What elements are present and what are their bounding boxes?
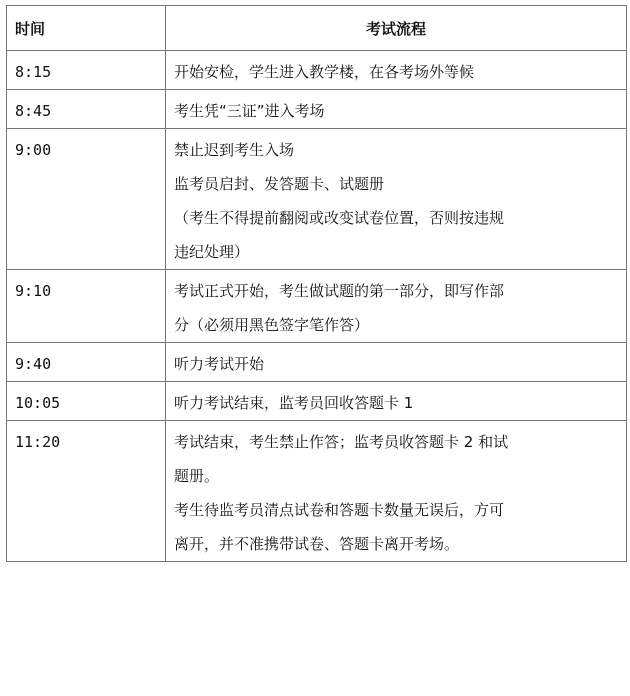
table-body — [7, 51, 627, 562]
description-line: 离开，并不准携带试卷、答题卡离开考场。 — [174, 535, 460, 553]
table-row — [7, 343, 627, 382]
row-description — [166, 129, 627, 270]
description-line: 听力考试开始 — [174, 355, 265, 373]
row-time: 8:15 — [7, 51, 166, 90]
description-line: 考试结束，考生禁止作答；监考员收答题卡 2 和试 — [174, 433, 509, 451]
table-row — [7, 421, 627, 562]
row-time: 9:40 — [7, 343, 166, 382]
row-description — [166, 421, 627, 562]
table-row — [7, 90, 627, 129]
row-time: 11:20 — [7, 421, 166, 562]
row-description — [166, 382, 627, 421]
row-description — [166, 343, 627, 382]
description-line: 考试正式开始，考生做试题的第一部分，即写作部 — [174, 282, 505, 300]
description-line: 听力考试结束，监考员回收答题卡 1 — [174, 394, 414, 412]
row-time: 8:45 — [7, 90, 166, 129]
row-description — [166, 270, 627, 343]
table-row — [7, 382, 627, 421]
description-line: 考生待监考员清点试卷和答题卡数量无误后，方可 — [174, 501, 505, 519]
row-description — [166, 90, 627, 129]
description-line: 禁止迟到考生入场 — [174, 141, 295, 159]
row-description — [166, 51, 627, 90]
header-flow: 考试流程 — [166, 6, 627, 51]
description-line: 监考员启封、发答题卡、试题册 — [174, 175, 385, 193]
description-line: 开始安检，学生进入教学楼，在各考场外等候 — [174, 63, 475, 81]
table-row — [7, 129, 627, 270]
exam-schedule-table — [6, 5, 627, 562]
row-time: 9:10 — [7, 270, 166, 343]
schedule-table-container — [6, 5, 627, 562]
table-row — [7, 270, 627, 343]
description-line: 题册。 — [174, 467, 220, 485]
header-time: 时间 — [7, 6, 166, 51]
description-line: （考生不得提前翻阅或改变试卷位置，否则按违规 — [174, 209, 505, 227]
description-line: 分（必须用黑色签字笔作答） — [174, 316, 370, 334]
table-header-row — [7, 6, 627, 51]
row-time: 9:00 — [7, 129, 166, 270]
description-line: 违纪处理） — [174, 243, 250, 261]
row-time: 10:05 — [7, 382, 166, 421]
description-line: 考生凭“三证”进入考场 — [174, 102, 325, 120]
table-row — [7, 51, 627, 90]
